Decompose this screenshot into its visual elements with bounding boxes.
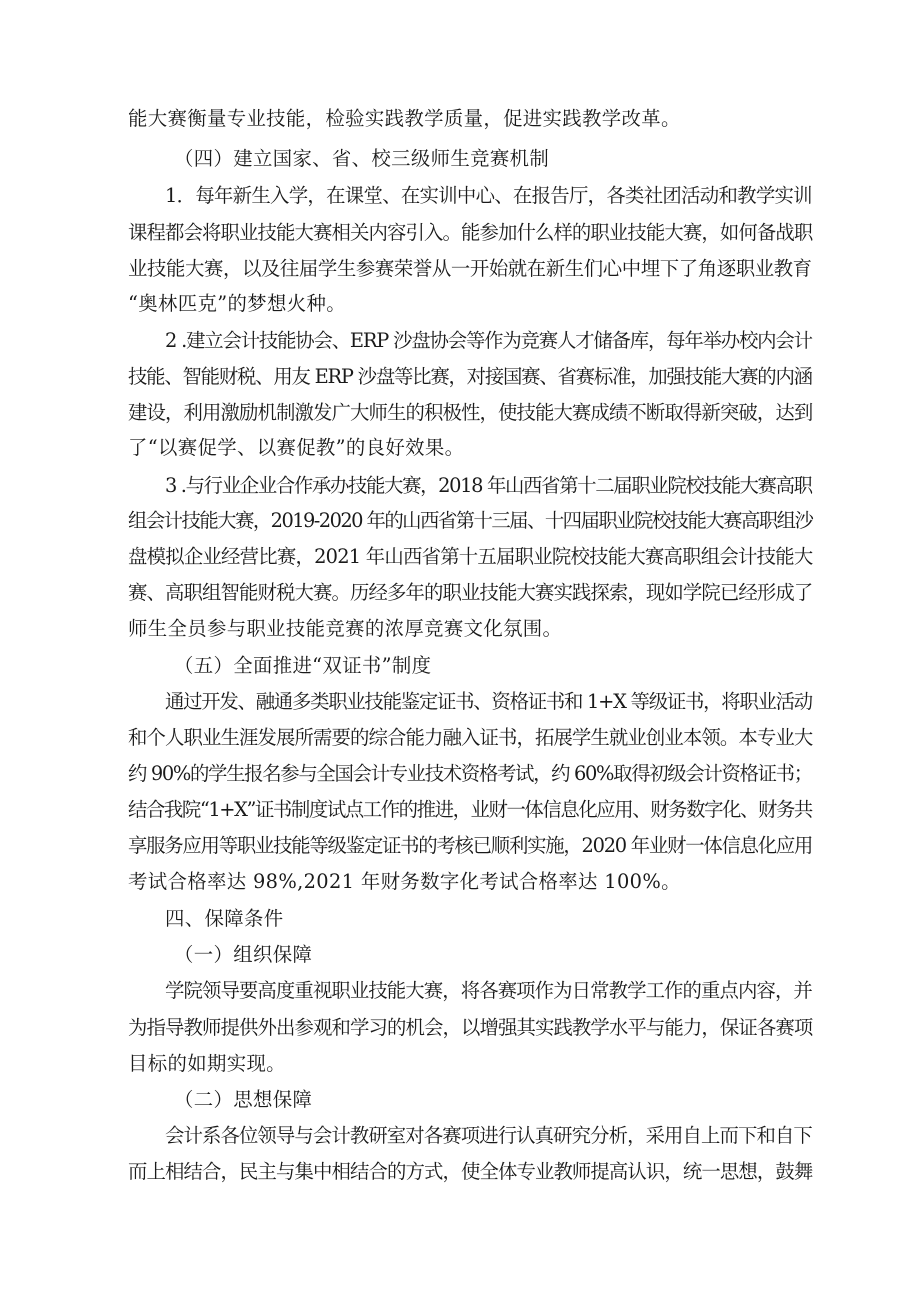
- text-line: 学院领导要高度重视职业技能大赛，将各赛项作为日常教学工作的重点内容，并: [165, 979, 812, 1002]
- text-line: 考试合格率达 98%,2021 年财务数字化考试合格率达 100%。: [128, 870, 681, 893]
- text-line: 业技能大赛，以及往届学生参赛荣誉从一开始就在新生们心中埋下了角逐职业教育: [128, 257, 812, 280]
- text-line: 组会计技能大赛，2019-2020 年的山西省第十三届、十四届职业院校技能大赛高职组沙: [128, 509, 813, 532]
- text-line: 能大赛衡量专业技能，检验实践教学质量，促进实践教学改革。: [128, 107, 681, 130]
- text-line: 和个人职业生涯发展所需要的综合能力融入证书，拓展学生就业创业本领。本专业大: [128, 726, 813, 749]
- text-line: 为指导教师提供外出参观和学习的机会，以增强其实践教学水平与能力，保证各赛项: [128, 1016, 813, 1039]
- text-line: 技能、智能财税、用友 ERP 沙盘等比赛，对接国赛、省赛标准，加强技能大赛的内涵: [128, 365, 812, 388]
- text-line: 享服务应用等职业技能等级鉴定证书的考核已顺利实施，2020 年业财一体信息化应用: [128, 834, 813, 857]
- section-heading: （五）全面推进“双证书”制度: [174, 654, 432, 677]
- text-line: 约 90%的学生报名参与全国会计专业技术资格考试，约 60%取得初级会计资格证书；: [128, 762, 812, 785]
- text-line: 会计系各位领导与会计教研室对各赛项进行认真研究分析，采用自上而下和自下: [165, 1124, 812, 1147]
- text-line: 课程都会将职业技能大赛相关内容引入。能参加什么样的职业技能大赛，如何备战职: [128, 221, 813, 244]
- text-line: 2 .建立会计技能协会、ERP 沙盘协会等作为竞赛人才储备库，每年举办校内会计: [165, 329, 812, 352]
- text-line: 建设，利用激励机制激发广大师生的积极性，使技能大赛成绩不断取得新突破，达到: [128, 401, 813, 424]
- section-heading: （四）建立国家、省、校三级师生竞赛机制: [174, 147, 550, 170]
- section-heading: （二）思想保障: [174, 1088, 313, 1111]
- text-line: 目标的如期实现。: [128, 1052, 286, 1075]
- section-heading: （一）组织保障: [174, 943, 313, 966]
- text-line: 1．每年新生入学，在课堂、在实训中心、在报告厅，各类社团活动和教学实训: [165, 184, 812, 207]
- text-line: 盘模拟企业经营比赛，2021 年山西省第十五届职业院校技能大赛高职组会计技能大: [128, 545, 813, 568]
- text-line: 了“以赛促学、以赛促教”的良好效果。: [128, 436, 465, 459]
- text-line: 结合我院“1+X”证书制度试点工作的推进，业财一体信息化应用、财务数字化、财务共: [128, 798, 812, 821]
- text-line: 赛、高职组智能财税大赛。历经多年的职业技能大赛实践探索，现如学院已经形成了: [128, 581, 813, 604]
- text-line: 而上相结合，民主与集中相结合的方式，使全体专业教师提高认识，统一思想，鼓舞: [128, 1160, 813, 1183]
- section-heading: 四、保障条件: [165, 907, 284, 930]
- text-line: 师生全员参与职业技能竞赛的浓厚竞赛文化氛围。: [128, 617, 563, 640]
- text-line: “奥林匹克”的梦想火种。: [128, 292, 346, 315]
- text-line: 3 .与行业企业合作承办技能大赛，2018 年山西省第十二届职业院校技能大赛高职: [165, 474, 812, 497]
- text-line: 通过开发、融通多类职业技能鉴定证书、资格证书和 1+X 等级证书，将职业活动: [165, 690, 812, 713]
